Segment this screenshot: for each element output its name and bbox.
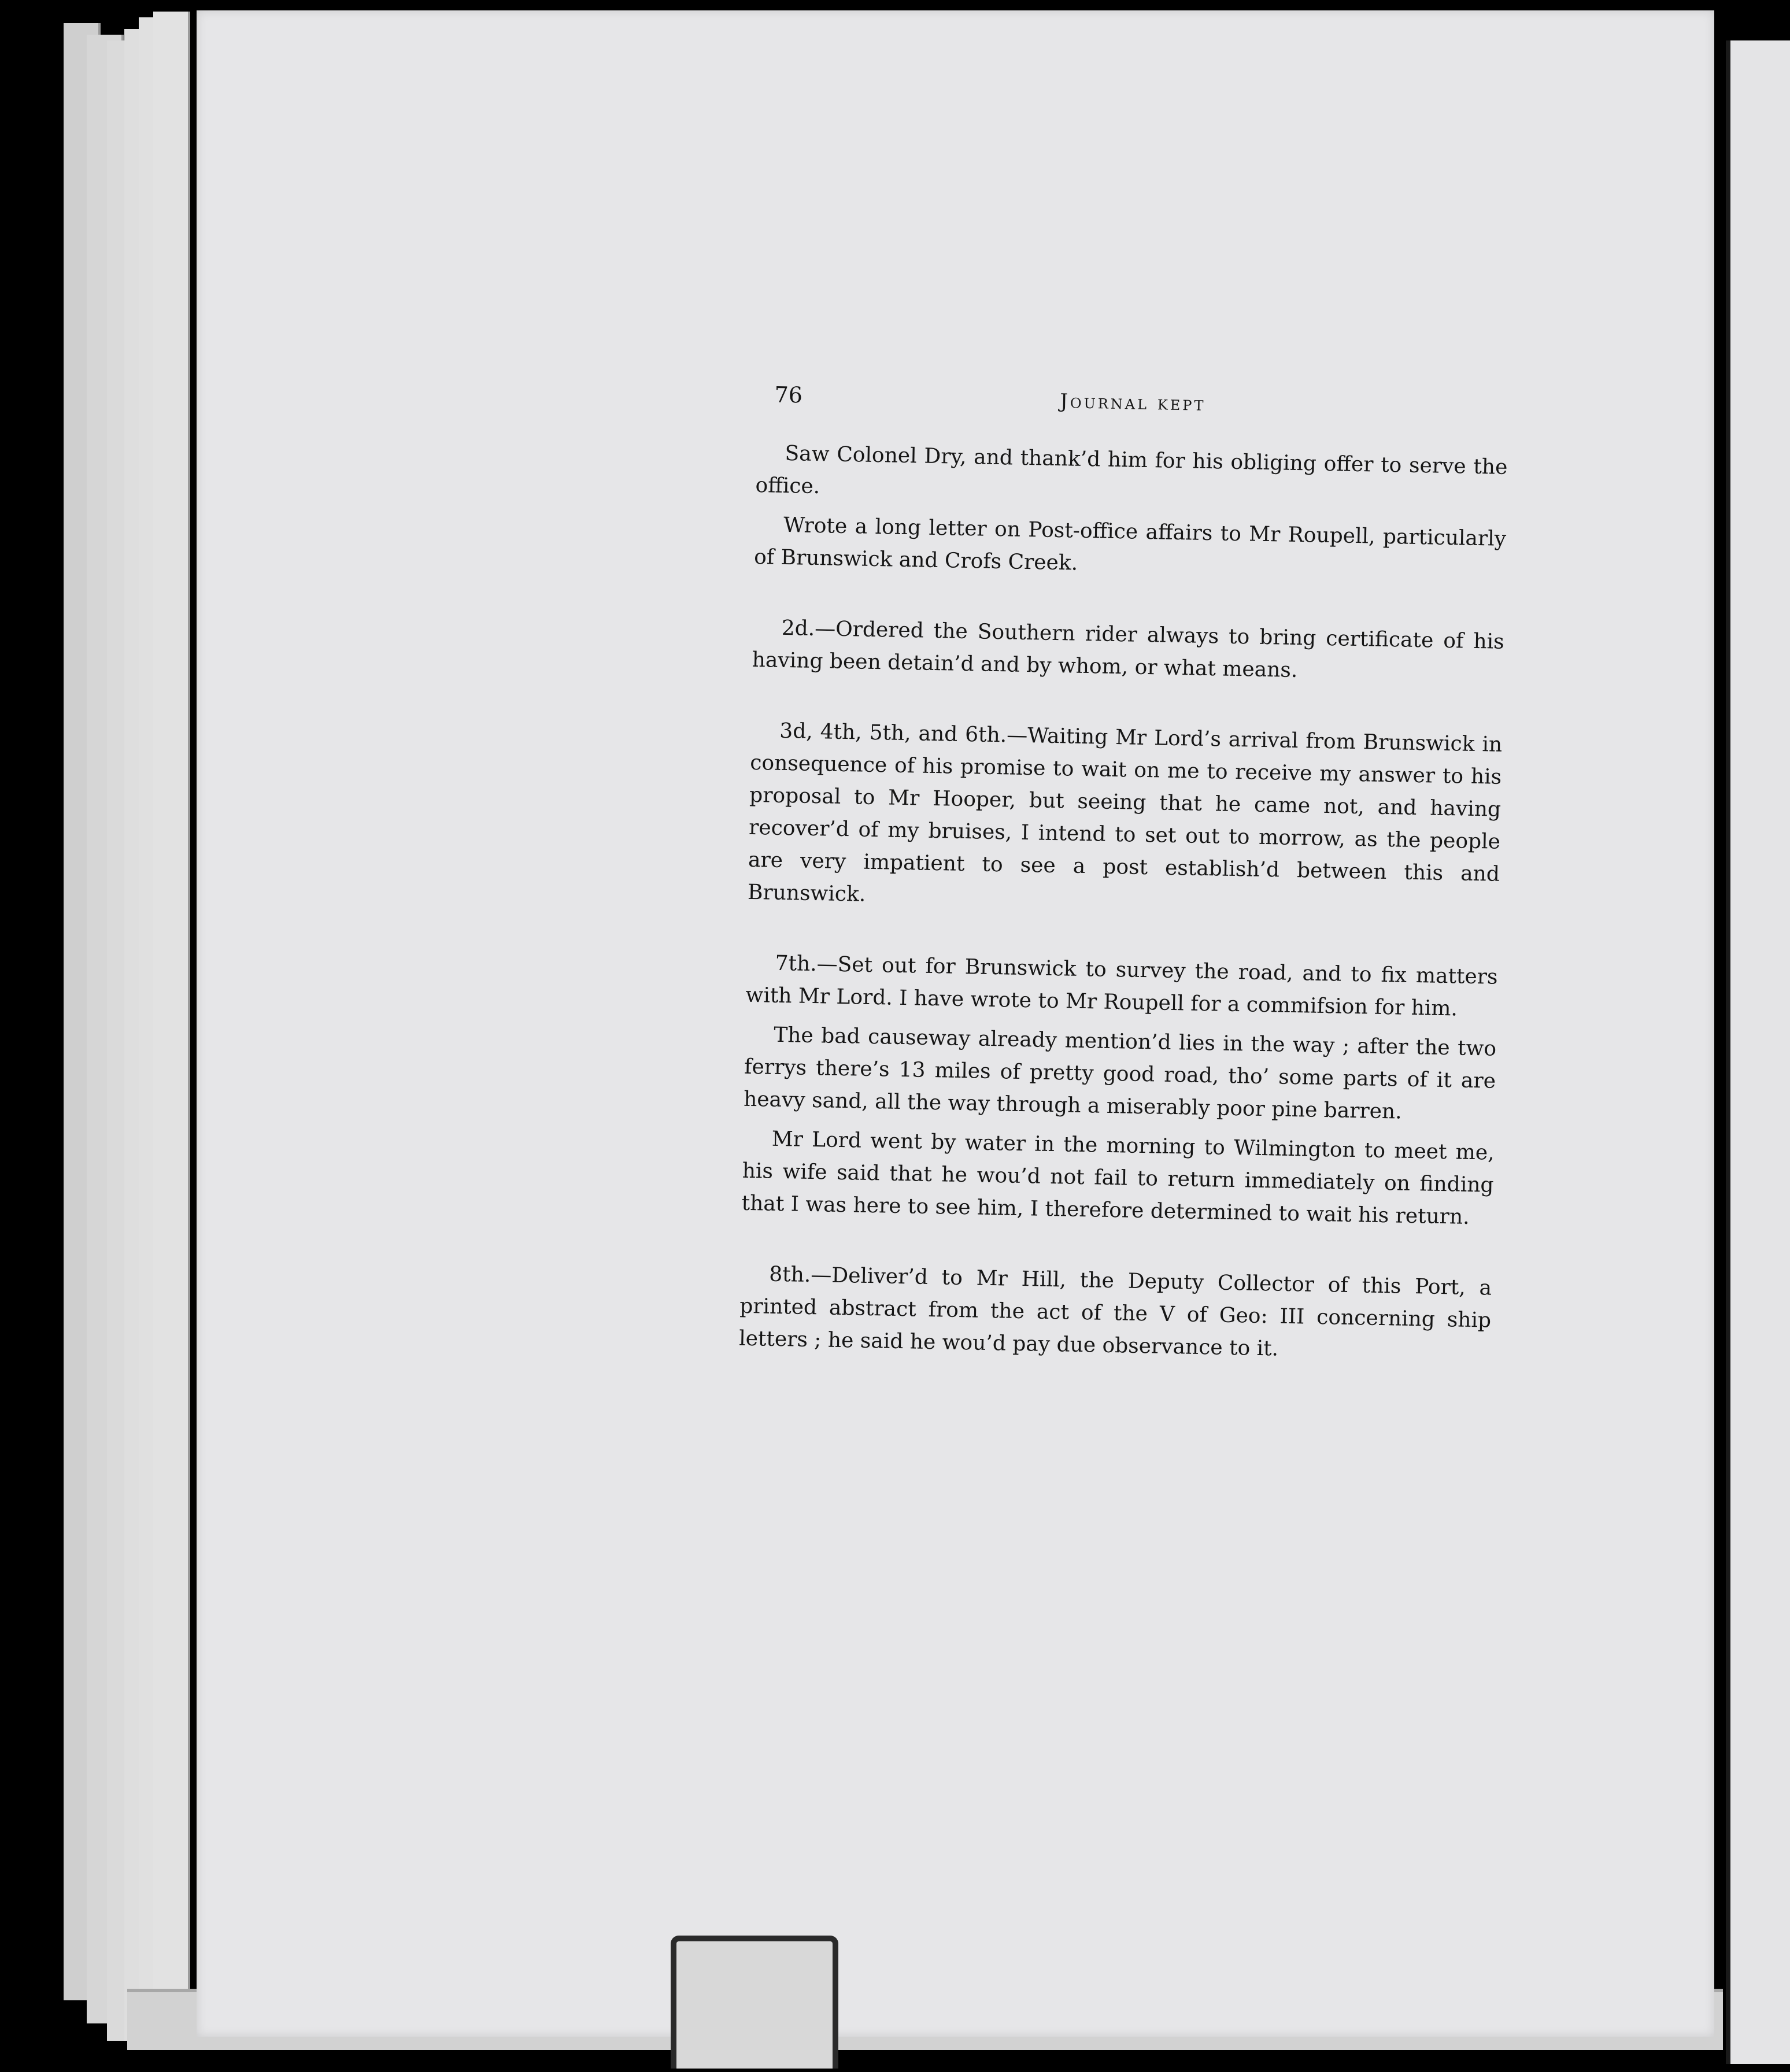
page-content	[738, 382, 1508, 1408]
paragraph: 7th.—Set out for Brunswick to survey the road, and to fix matters with Mr Lord. I have wrote to Mr Roupell for a commifsion for him.	[745, 951, 1498, 1021]
journal-entry	[741, 947, 1498, 1234]
paragraph: Mr Lord went by water in the morning to Wilmington to meet me, his wife said that he wou’d not fail to return immediately on finding that I was here to see him, I therefore determined to wait his return.	[741, 1127, 1495, 1229]
journal-entry	[754, 437, 1508, 588]
running-head: Journal kept	[1059, 390, 1206, 416]
journal-entry	[739, 1258, 1492, 1370]
journal-entry	[752, 612, 1504, 691]
page-edge	[153, 12, 190, 2047]
paragraph: Saw Colonel Dry, and thank’d him for his obliging offer to serve the office.	[755, 441, 1508, 499]
page-tab	[671, 1936, 838, 2069]
paragraph: 2d.—Ordered the Southern rider always to bring certificate of his having been detain’d and by whom, or what means.	[752, 616, 1504, 683]
paragraph: 8th.—Deliver’d to Mr Hill, the Deputy Collector of this Port, a printed abstract from the act of the V of Geo: III concerning ship letters ; he said he wou’d pay due observance to it.	[738, 1262, 1492, 1361]
paragraph: Wrote a long letter on Post-office affairs to Mr Roupell, particularly of Brunswick and Crofs Creek.	[753, 513, 1507, 575]
paragraph: 3d, 4th, 5th, and 6th.—Waiting Mr Lord’s arrival from Brunswick in consequence of his promise to wait on me to receive my answer to his proposal to Mr Hooper, but seeing that he came not, and having recover’d of my bruises, I intend to set out to morrow, as the people are very impatient to see a post establish’d between this and Brunswick.	[747, 719, 1503, 906]
journal-entry	[747, 715, 1502, 923]
facing-page-edge	[1726, 40, 1790, 2064]
paragraph: The bad causeway already mention’d lies in the way ; after the two ferrys there’s 13 miles of pretty good road, tho’ some parts of it are heavy sand, all the way through a miserably poor pine barren.	[743, 1023, 1497, 1124]
page-number: 76	[774, 382, 803, 408]
